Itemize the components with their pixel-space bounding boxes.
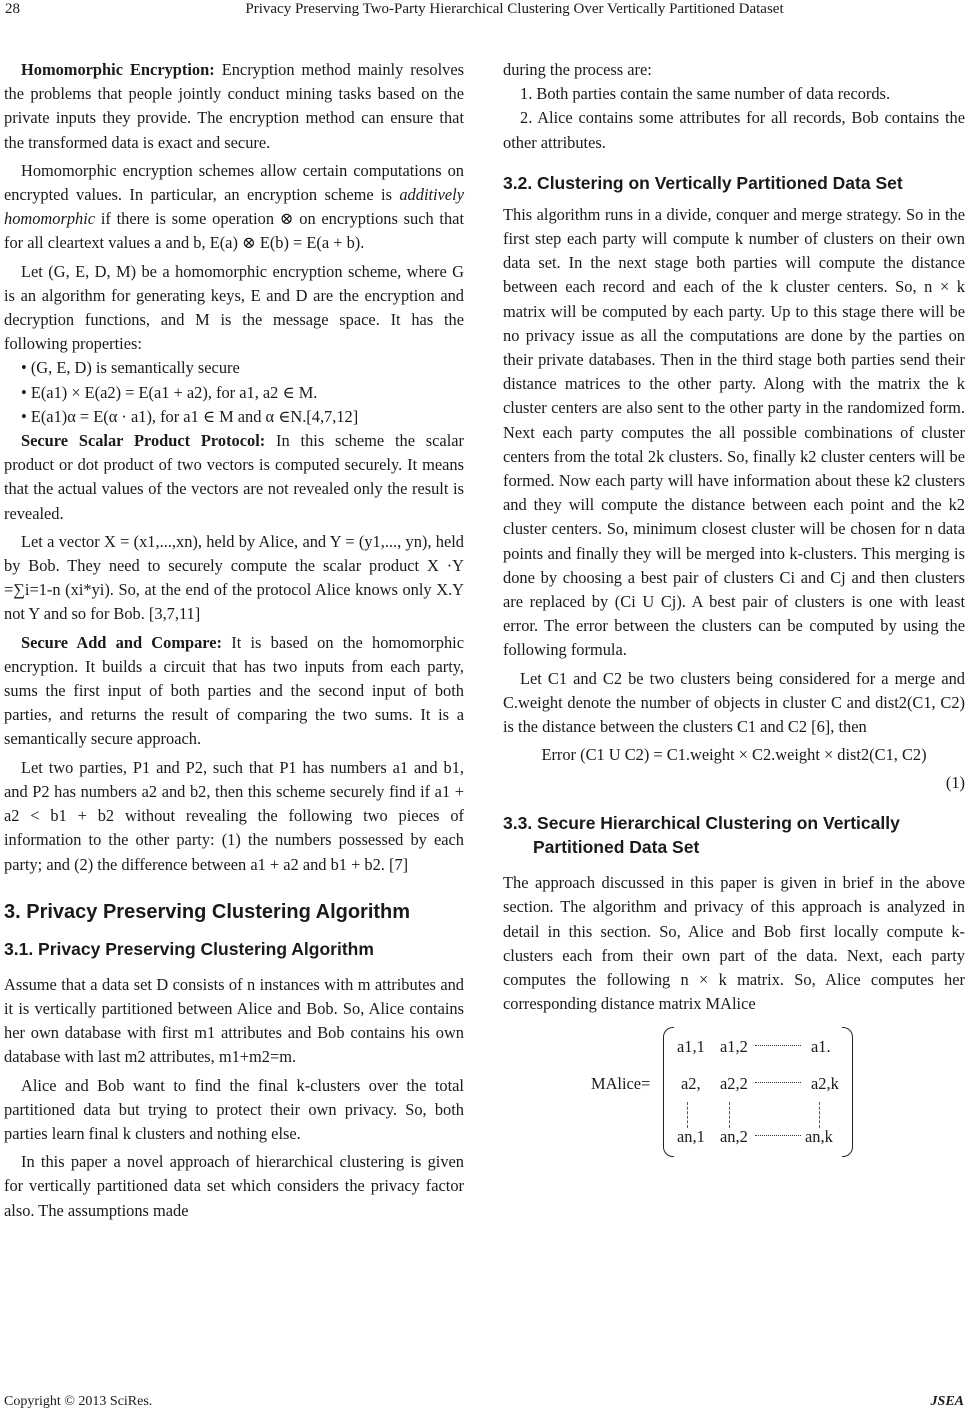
matrix-body bbox=[663, 1027, 853, 1155]
matrix-cell: a2,2 bbox=[720, 1073, 748, 1093]
matrix-row-dots bbox=[755, 1082, 801, 1083]
he-p2a: Homomorphic encryption schemes allow certain computations on encrypted values. In particular, an encryption scheme is bbox=[4, 160, 464, 205]
matrix-cell: a1,2 bbox=[720, 1036, 748, 1056]
section-3-2-heading: 3.2. Clustering on Vertically Partitioned Data Set bbox=[503, 172, 903, 193]
matrix-cell: an,1 bbox=[677, 1126, 705, 1146]
section-3-3-paragraph: The approach discussed in this paper is given in brief in the above section. The algorithm and privacy of this approach is analyzed in detail in this section. So, Alice and Bob first locally compute k-clusters each from their own part of the data. Next, each party computes the following n × k matrix. So, Alice computes her corresponding distance matrix MAlice bbox=[503, 873, 965, 1014]
matrix-cell: a2, bbox=[681, 1073, 701, 1093]
sac-paragraph-2: Let two parties, P1 and P2, such that P1 has numbers a1 and b1, and P2 has numbers a2 and b2, then this scheme securely find if a1 + a2 < b1 + b2 without revealing the following two pieces of information to the other party: (1) the numbers possessed by each party; and (2) the difference between a1 + a2 and b1 + b2. [7] bbox=[4, 757, 464, 874]
matrix-row-dots bbox=[755, 1045, 801, 1046]
he-p2b: if there is some operation ⊗ on encryptions such that for all cleartext values a and b, E(a) ⊗ E(b) = E(a + b). bbox=[4, 209, 464, 253]
matrix-cell: a1,1 bbox=[677, 1036, 705, 1056]
matrix-col-dots bbox=[687, 1102, 688, 1128]
matrix-right-bracket bbox=[842, 1027, 853, 1157]
section-3-1-paragraph-2: Alice and Bob want to find the final k-clusters over the total partitioned data but trying to protect their own privacy. So, both parties learn final k clusters and nothing else. bbox=[4, 1075, 464, 1143]
matrix-row-dots bbox=[755, 1135, 801, 1136]
section-3-1-paragraph-1: Assume that a data set D consists of n instances with m attributes and it is vertically partitioned between Alice and Bob. So, Alice contains her own database with first m1 attributes and Bob contains his own database with last m2 attributes, m1+m2=m. bbox=[4, 974, 464, 1067]
sac-body: It is based on the homomorphic encryption. It builds a circuit that has two inputs from each party, sums the first input of both parties and the second input of both parties, and returns the result of comparing the two sums. It is a semantically secure approach. bbox=[4, 632, 464, 749]
bullet-3: • E(a1)α = E(α · a1), for a1 ∈ M and α ∈N.[4,7,12] bbox=[21, 406, 359, 426]
section-3-3-heading: 3.3. Secure Hierarchical Clustering on Vertically bbox=[503, 813, 900, 834]
he-paragraph bbox=[4, 58, 464, 155]
sac-lead: Secure Add and Compare: bbox=[21, 632, 223, 652]
matrix-cell: an,k bbox=[805, 1126, 833, 1146]
journal-name: JSEA bbox=[930, 1394, 964, 1409]
ssp-paragraph bbox=[4, 429, 464, 526]
matrix-col-dots bbox=[729, 1102, 730, 1128]
matrix-left-bracket bbox=[663, 1027, 674, 1157]
right-column bbox=[503, 58, 965, 1157]
section-3-1-heading: 3.1. Privacy Preserving Clustering Algorithm bbox=[4, 938, 374, 959]
section-3-heading: 3. Privacy Preserving Clustering Algorithm bbox=[4, 900, 411, 923]
he-lead: Homomorphic Encryption: bbox=[21, 60, 215, 79]
matrix-cell: an,2 bbox=[720, 1126, 748, 1146]
matrix-label: MAlice= bbox=[591, 1073, 651, 1093]
running-header bbox=[0, 0, 969, 22]
he-paragraph-3: Let (G, E, D, M) be a homomorphic encryption scheme, where G is an algorithm for generating keys, E and D are the encryption and decryption functions, and M is the message space. It has the following properties: bbox=[4, 261, 464, 354]
bullet-2: • E(a1) × E(a2) = E(a1 + a2), for a1, a2 ∈ M. bbox=[21, 382, 318, 402]
ssp-lead: Secure Scalar Product Protocol: bbox=[21, 431, 266, 451]
section-3-2-paragraph-2: Let C1 and C2 be two clusters being considered for a merge and C.weight denote the number of objects in cluster C and dist2(C1, C2) is the distance between the clusters C1 and C2 [6], then bbox=[503, 668, 965, 737]
equation-1-number: (1) bbox=[945, 773, 965, 793]
alice-distance-matrix bbox=[503, 1017, 965, 1157]
bullet-1: • (G, E, D) is semantically secure bbox=[21, 358, 240, 378]
ssp-paragraph-2: Let a vector X = (x1,...,xn), held by Alice, and Y = (y1,..., yn), held by Bob. They need to securely compute the scalar product X ·Y =∑i=1-n (xi*yi). So, at the end of the protocol Alice knows only X.Y not Y and so for Bob. [3,7,11] bbox=[4, 531, 464, 624]
sac-paragraph bbox=[4, 631, 464, 752]
running-title: Privacy Preserving Two-Party Hierarchical Clustering Over Vertically Partitioned Dataset bbox=[245, 1, 784, 17]
section-3-1-paragraph-3: In this paper a novel approach of hierarchical clustering is given for vertically partitioned data set which considers the privacy factor also. The assumptions made bbox=[4, 1152, 464, 1220]
he-p2-emphasis: additively homomorphic bbox=[4, 185, 464, 229]
assumption-1: 1. Both parties contain the same number of data records. bbox=[520, 84, 891, 104]
copyright: Copyright © 2013 SciRes. bbox=[4, 1394, 153, 1409]
left-column bbox=[4, 58, 464, 1223]
section-3-3-heading-cont: Partitioned Data Set bbox=[533, 837, 700, 858]
assumption-2: 2. Alice contains some attributes for all records, Bob contains the other attributes. bbox=[503, 108, 965, 152]
matrix-cell: a2,k bbox=[811, 1073, 839, 1093]
matrix-col-dots bbox=[819, 1102, 820, 1128]
assumptions-intro: during the process are: bbox=[503, 60, 652, 79]
page-number: 28 bbox=[5, 1, 20, 17]
he-body: Encryption method mainly resolves the problems that people jointly conduct mining tasks based on the private inputs they provide. The encryption method can ensure that the transformed data is exact and secure. bbox=[4, 60, 464, 152]
he-paragraph-2 bbox=[4, 159, 464, 256]
ssp-body: In this scheme the scalar product or dot product of two vectors is computed securely. It means that the actual values of the vectors are not revealed only the result is revealed. bbox=[4, 431, 464, 523]
section-3-2-paragraph-1: This algorithm runs in a divide, conquer and merge strategy. So in the first step each party will compute k number of clusters on their own data set. In the next stage both parties will compute the distance between each record and each of the k cluster centers. So, n × k matrix will be computed by each party. Up to this stage there will be no privacy issue as all the computations are done by the parties on their private databases. Then in the third stage both parties send their distance matrices to the other party. Along with the matrix the k cluster centers are also sent to the other party in the randomized form. Next each party computes the all possible combinations of cluster centers from the total 2k clusters. So, finally k2 cluster centers will be formed. Now each party will have information about these k2 clusters and they will compute the distance between each point and the k2 cluster centers. So, minimum closest cluster will be chosen for n data points and finally they will be merged into k-clusters. This merging is done by choosing a best pair of clusters Ci and Cj and then clusters are replaced by (Ci U Cj). A best pair of clusters is one with least error. The error between the clusters can be computed by using the following formula. bbox=[503, 204, 965, 660]
matrix-cell: a1. bbox=[811, 1036, 831, 1056]
equation-1: Error (C1 U C2) = C1.weight × C2.weight × dist2(C1, C2) bbox=[541, 745, 927, 765]
